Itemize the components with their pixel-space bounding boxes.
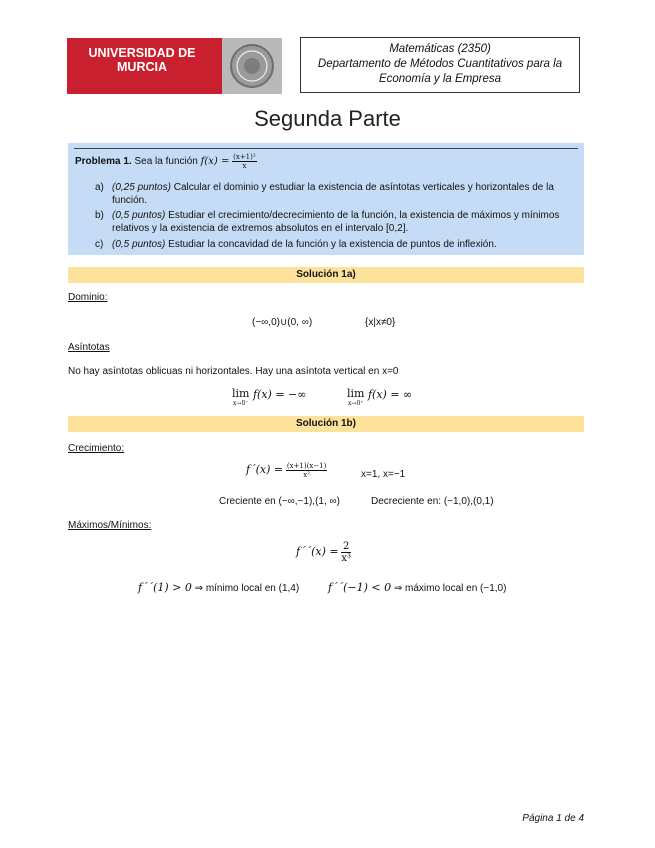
department-line-1: Departamento de Métodos Cuantitativos para la [317, 58, 563, 70]
solution-a-header: Solución 1a) [68, 267, 584, 283]
logo-line-1: UNIVERSIDAD DE [88, 46, 196, 60]
logo-text [67, 46, 217, 74]
limit-right [347, 388, 412, 407]
solution-b-header: Solución 1b) [68, 416, 584, 432]
limit-left [232, 388, 306, 407]
logo-line-2: MURCIA [117, 60, 167, 74]
item-b-points: (0,5 puntos) [112, 210, 166, 221]
maximum-condition: f´´(−1) < 0 [328, 581, 392, 594]
limit-right-expr: f(x) = ∞ [367, 388, 413, 401]
limit-right-op: lim [347, 387, 365, 400]
minimum-text: ⇒ mínimo local en (1,4) [194, 583, 300, 594]
item-a-points: (0,25 puntos) [112, 182, 171, 193]
second-derivative-numerator: 2 [343, 541, 350, 552]
item-a-letter: a) [95, 182, 104, 193]
first-derivative-fraction [286, 462, 327, 479]
item-a-line1 [112, 181, 582, 194]
second-derivative-denominator: x³ [341, 553, 352, 564]
department-line-2: Economía y la Empresa [378, 73, 502, 85]
item-b-line1 [112, 209, 582, 222]
first-derivative [246, 462, 327, 479]
course-header-box [300, 37, 580, 93]
problem-heading: Problema 1. [75, 156, 132, 168]
creciente-text: Creciente en (−∞,−1),(1, ∞) [219, 496, 340, 507]
function-fraction [232, 153, 257, 170]
first-derivative-numerator: (x+1)(x−1) [286, 462, 327, 470]
first-derivative-denominator: x² [303, 471, 310, 479]
second-derivative-fraction [341, 541, 351, 564]
function-lhs: f(x) = [200, 156, 230, 168]
course-name: Matemáticas (2350) [389, 43, 491, 55]
item-c-line1 [112, 238, 582, 251]
limit-left-sub: x→0⁻ [233, 400, 249, 407]
item-c-points: (0,5 puntos) [112, 239, 166, 250]
divider [74, 148, 578, 149]
limit-left-expr: f(x) = −∞ [252, 388, 307, 401]
limit-right-sub: x→0⁺ [348, 400, 364, 407]
problem-statement [75, 153, 257, 170]
page-number: Página 1 de 4 [522, 813, 584, 824]
item-a-text: Calcular el dominio y estudiar la existencia de asíntotas verticales y horizontales de la [173, 182, 554, 193]
minimum-condition: f´´(1) > 0 [138, 581, 192, 594]
function-numerator: (x+1)² [233, 153, 256, 161]
first-derivative-lhs: f´(x) = [246, 463, 284, 477]
limit-left-op: lim [232, 387, 250, 400]
item-b-text: Estudiar el crecimiento/decrecimiento de la función, la existencia de máximos y mínimos [168, 210, 560, 221]
dominio-interval: (−∞,0)∪(0, ∞) [252, 317, 313, 328]
maxmin-label: Máximos/Mínimos: [68, 520, 152, 531]
dominio-label: Dominio: [68, 292, 108, 303]
dominio-set: {x|x≠0} [365, 317, 396, 328]
asintotas-text: No hay asíntotas oblicuas ni horizontales. Hay una asíntota vertical en x=0 [68, 366, 399, 377]
problem-box [68, 143, 584, 255]
critical-points: x=1, x=−1 [361, 469, 406, 480]
item-a-line2: función. [112, 195, 148, 206]
page-title: Segunda Parte [254, 106, 401, 131]
second-derivative [296, 541, 351, 564]
minimum-result [138, 581, 299, 594]
problem-intro: Sea la función [134, 156, 198, 168]
asintotas-label: Asíntotas [68, 342, 110, 353]
maximum-result [328, 581, 506, 594]
item-c-letter: c) [95, 239, 104, 250]
seal-icon [222, 38, 282, 94]
item-b-line2: relativos y la existencia de extremos absolutos en el intervalo [0,2]. [112, 223, 409, 234]
function-denominator: x [242, 162, 247, 170]
decreciente-text: Decreciente en: (−1,0),(0,1) [371, 496, 494, 507]
university-logo [67, 38, 282, 94]
item-b-letter: b) [95, 210, 104, 221]
second-derivative-lhs: f´´(x) = [296, 545, 339, 559]
item-c-text: Estudiar la concavidad de la función y la existencia de puntos de inflexión. [168, 239, 497, 250]
crecimiento-label: Crecimiento: [68, 443, 125, 454]
maximum-text: ⇒ máximo local en (−1,0) [393, 583, 507, 594]
